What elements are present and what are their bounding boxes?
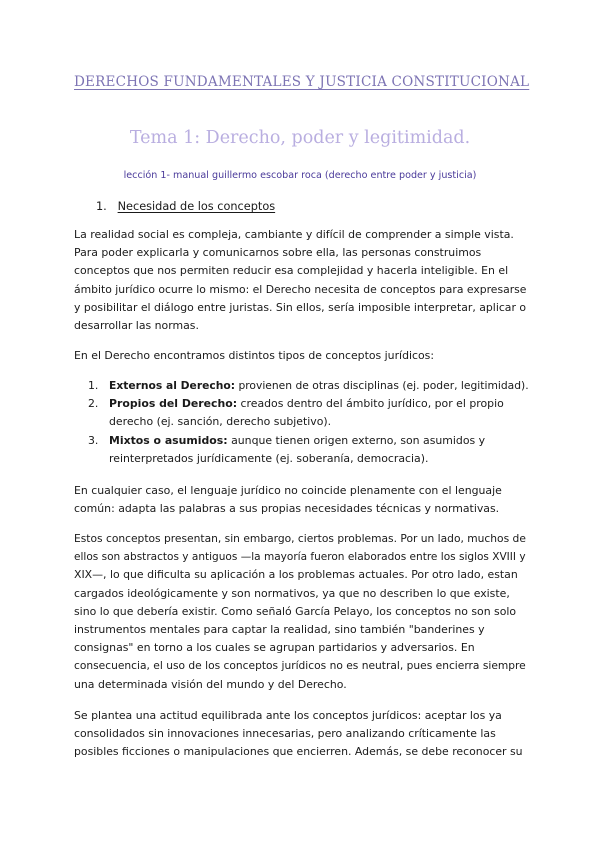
text-line: cargados ideológicamente y son normativos, ya que no describen lo que existe, <box>74 586 510 600</box>
list-term: Externos al Derecho: <box>109 379 236 392</box>
text-line: Para poder explicarla y comunicarnos sobre ella, las personas construimos <box>74 246 482 260</box>
section-number: 1. <box>96 200 107 213</box>
text-line: Estos conceptos presentan, sin embargo, ciertos problemas. Por un lado, muchos de <box>74 532 526 545</box>
list-term: Propios del Derecho: <box>109 397 238 411</box>
text-line: posibles ficciones o manipulaciones que encierren. Además, se debe reconocer su <box>74 745 523 759</box>
text-line: una determinada visión del mundo y del Derecho. <box>74 677 347 691</box>
document-title: DERECHOS FUNDAMENTALES Y JUSTICIA CONSTITUCIONAL <box>74 74 530 90</box>
text-line: En cualquier caso, el lenguaje jurídico no coincide plenamente con el lenguaje <box>74 484 502 497</box>
paragraph-attitude <box>74 707 526 762</box>
text-line: ellos son abstractos y antiguos —la mayoría fueron elaborados entre los siglos XVIII y <box>74 551 526 564</box>
text-line: ámbito jurídico ocurre lo mismo: el Derecho necesita de conceptos para expresarse <box>74 282 527 296</box>
list-number: 3. <box>88 433 99 447</box>
section-heading <box>96 200 275 213</box>
text-line: Se plantea una actitud equilibrada ante los conceptos jurídicos: aceptar los ya <box>74 709 502 722</box>
list-text: reinterpretados jurídicamente (ej. soberanía, democracia). <box>109 451 429 465</box>
list-number: 2. <box>88 397 99 411</box>
topic-subtitle: Tema 1: Derecho, poder y legitimidad. <box>129 128 471 148</box>
text-line: consolidados sin innovaciones innecesarias, pero analizando críticamente las <box>74 727 496 741</box>
list-text: derecho (ej. sanción, derecho subjetivo). <box>109 415 332 429</box>
lesson-reference: lección 1- manual guillermo escobar roca (derecho entre poder y justicia) <box>123 170 477 181</box>
text-line: consignas" en torno a los cuales se agrupan partidarios y adversarios. En <box>74 641 475 655</box>
paragraph-problems <box>74 530 526 694</box>
text-line: y posibilitar el diálogo entre juristas. Sin ellos, sería imposible interpretar, aplicar o <box>74 300 527 314</box>
paragraph-language <box>74 482 526 518</box>
list-text: provienen de otras disciplinas (ej. poder, legitimidad). <box>235 379 529 392</box>
text-line: común: adapta las palabras a sus propias necesidades técnicas y normativas. <box>74 502 500 516</box>
paragraph-intro <box>74 226 526 335</box>
text-line: XIX—, lo que dificulta su aplicación a los problemas actuales. Por otro lado, estan <box>74 568 518 582</box>
paragraph-types-intro <box>74 347 526 365</box>
list-item <box>88 377 528 395</box>
list-item <box>88 432 528 468</box>
section-title: Necesidad de los conceptos <box>117 200 276 213</box>
list-number: 1. <box>88 379 99 392</box>
text-line: La realidad social es compleja, cambiante y difícil de comprender a simple vista. <box>74 228 514 241</box>
list-term: Mixtos o asumidos: <box>109 433 228 447</box>
text-line: sino lo que debería existir. Como señaló García Pelayo, los conceptos no son solo <box>74 604 517 618</box>
text-line: conceptos que nos permiten reducir esa complejidad y hacerla inteligible. En el <box>74 264 509 278</box>
list-item <box>88 395 528 431</box>
list-text: aunque tienen origen externo, son asumidos y <box>227 433 486 447</box>
text-line: En el Derecho encontramos distintos tipos de conceptos jurídicos: <box>74 349 435 362</box>
text-line: instrumentos mentales para captar la realidad, sino también "banderines y <box>74 623 485 637</box>
text-line: consecuencia, el uso de los conceptos jurídicos no es neutral, pues encierra siempre <box>74 659 526 673</box>
concept-types-list <box>88 377 528 468</box>
text-line: desarrollar las normas. <box>74 319 199 333</box>
list-text: creados dentro del ámbito jurídico, por el propio <box>237 397 504 411</box>
